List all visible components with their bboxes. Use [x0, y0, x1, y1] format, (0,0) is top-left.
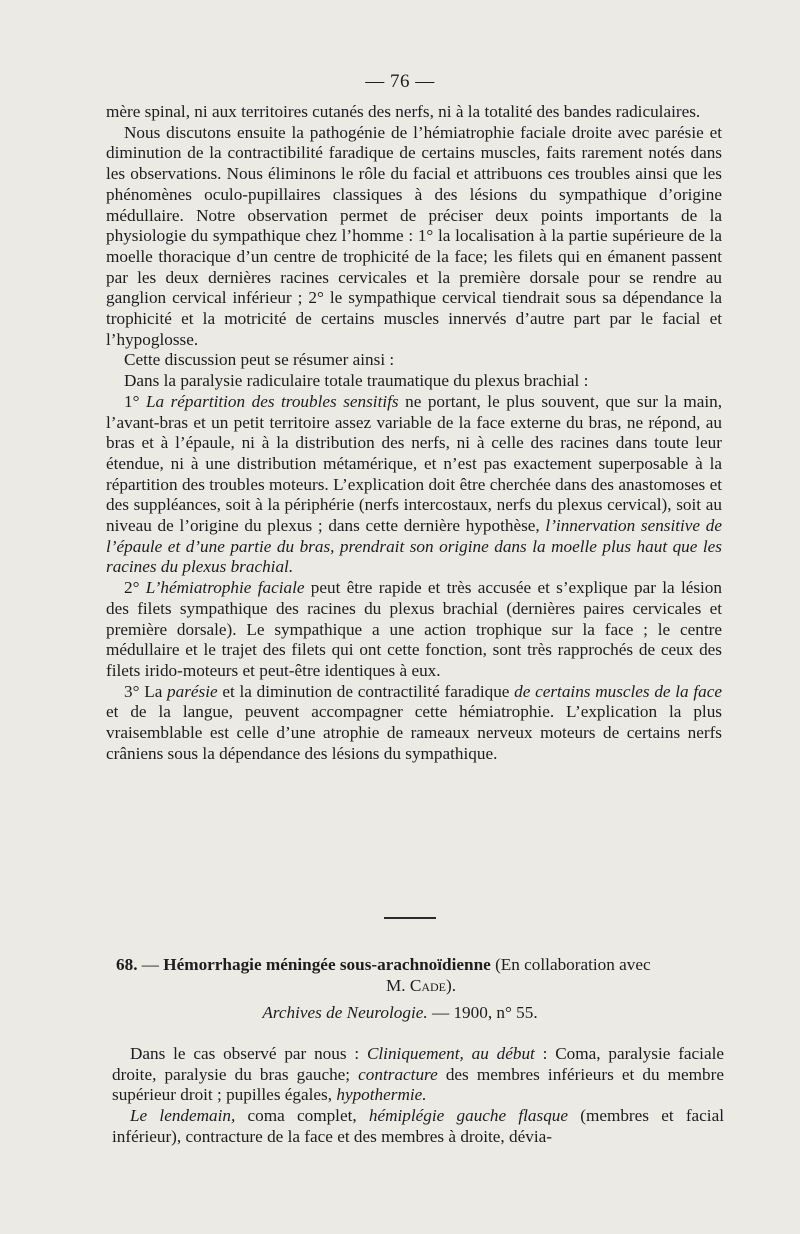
- italic-text: Le lendemain,: [130, 1106, 236, 1126]
- text-run: 2°: [124, 578, 146, 598]
- italic-text: de certains muscles de la face: [514, 681, 722, 701]
- paragraph: [106, 682, 722, 765]
- italic-text: La répartition des troubles sensitifs: [145, 391, 399, 411]
- text-run: des membres inférieurs et du membre supérieur droit ; pupilles égales,: [112, 1064, 724, 1105]
- text-run: et la diminution de contractilité faradique: [217, 681, 515, 701]
- paragraph: [112, 1044, 724, 1106]
- collaborator-name: Cade: [409, 976, 446, 995]
- italic-text: Cliniquement, au début: [366, 1044, 535, 1063]
- italic-text: hypothermie.: [336, 1085, 427, 1105]
- text-run: 1°: [124, 391, 146, 411]
- entry-number: 68.: [116, 955, 138, 974]
- paragraph: [106, 102, 722, 123]
- text-run: 3° La: [124, 681, 168, 701]
- entry-heading: [116, 954, 726, 996]
- text-run: Cette discussion peut se résumer ainsi :: [124, 350, 395, 370]
- text-run: peut être rapide et très accusée et s’explique par la lésion des filets sympathique des racines du plexus brachial (dernières paires cervicales et première dorsale). Le sympathique a une action trophique sur la face ; le centre médullaire et le trajet des filets qui ont cette fonction, sont très rapprochés de ceux des filets irido-moteurs et peut-être identiques à eux.: [106, 578, 722, 680]
- entry-source: [0, 1003, 800, 1023]
- source-issue: — 1900, n° 55.: [427, 1003, 538, 1022]
- paragraph: [106, 578, 722, 682]
- paragraph: [106, 371, 722, 392]
- entry-title: Hémorrhagie méningée sous-arachnoïdienne: [163, 955, 491, 974]
- paragraph: [106, 123, 722, 351]
- paragraph: [112, 1106, 724, 1147]
- body-text-section-2: [112, 1044, 724, 1148]
- italic-text: l’innervation sensitive de l’épaule et d’une partie du bras, prendrait son origine dans la moelle plus haut que les racines du plexus brachial.: [106, 516, 722, 577]
- collaborator-prefix: M.: [385, 976, 410, 995]
- text-run: Dans la paralysie radiculaire totale traumatique du plexus brachial :: [124, 371, 589, 391]
- text-run: (membres et facial inférieur), contracture de la face et des membres à droite, dévia-: [112, 1106, 724, 1146]
- page-number: — 76 —: [365, 71, 435, 92]
- entry-collaboration: (En collaboration avec: [490, 955, 651, 974]
- text-run: mère spinal, ni aux territoires cutanés des nerfs, ni à la totalité des bandes radiculaires.: [106, 102, 701, 121]
- body-text-section-1: [106, 102, 722, 765]
- text-run: Dans le cas observé par nous :: [130, 1044, 367, 1063]
- text-run: ne portant, le plus souvent, que sur la main, l’avant-bras et un petit territoire assez variable de la face externe du bras, ne répond, au bras et à l’épaule, ni à la distribution des nerfs, ni à celle des racines dans toute leur étendue, ni à une distribution métamérique, et n’est pas exactement superposable à la répartition des troubles moteurs. L’explication doit être cherchée dans des anastomoses et des suppléances, soit à la périphérie (nerfs intercostaux, nerfs du plexus cervical), soit au niveau de l’origine du plexus ; dans cette dernière hypothèse,: [106, 391, 723, 536]
- paragraph: [106, 350, 722, 371]
- italic-text: hémiplégie gauche flasque: [368, 1106, 569, 1126]
- text-run: Nous discutons ensuite la pathogénie de l’hémiatrophie faciale droite avec parésie et diminution de la contractibilité faradique de certains muscles, faits rarement notés dans les observations. Nous éliminons le rôle du facial et attribuons ces troubles ainsi que les phénomènes oculo-pupillaires classiques à des lésions du sympathique d’origine médullaire. Notre observation permet de préciser deux points importants de la physiologie du sympathique chez l’homme : 1° la localisation à la partie supérieure de la moelle thoracique d’un centre de trophicité de la face; les filets qui en émanent passent par les deux dernières racines cervicales et la première dorsale pour se rendre au ganglion cervical inférieur ; 2° le sympathique cervical tiendrait sous sa dépendance la trophicité et la motricité de certains muscles innervés d’autre part par le facial et l’hypoglosse.: [106, 122, 722, 349]
- text-run: coma complet,: [235, 1106, 369, 1126]
- section-divider: [384, 917, 436, 919]
- collaborator-suffix: ).: [446, 976, 457, 995]
- source-journal: Archives de Neurologie.: [262, 1003, 428, 1022]
- text-run: : Coma, paralysie faciale droite, paralysie du bras gauche;: [112, 1044, 724, 1084]
- italic-text: parésie: [167, 681, 218, 701]
- paragraph: [106, 392, 722, 578]
- entry-dash: —: [137, 955, 164, 974]
- italic-text: contracture: [358, 1064, 438, 1084]
- text-run: et de la langue, peuvent accompagner cette hémiatrophie. L’explication la plus vraisemblable est celle d’une atrophie de rameaux nerveux moteurs de certains nerfs crâniens sous la dépendance des lésions du sympathique.: [106, 702, 722, 763]
- italic-text: L’hémiatrophie faciale: [145, 578, 305, 598]
